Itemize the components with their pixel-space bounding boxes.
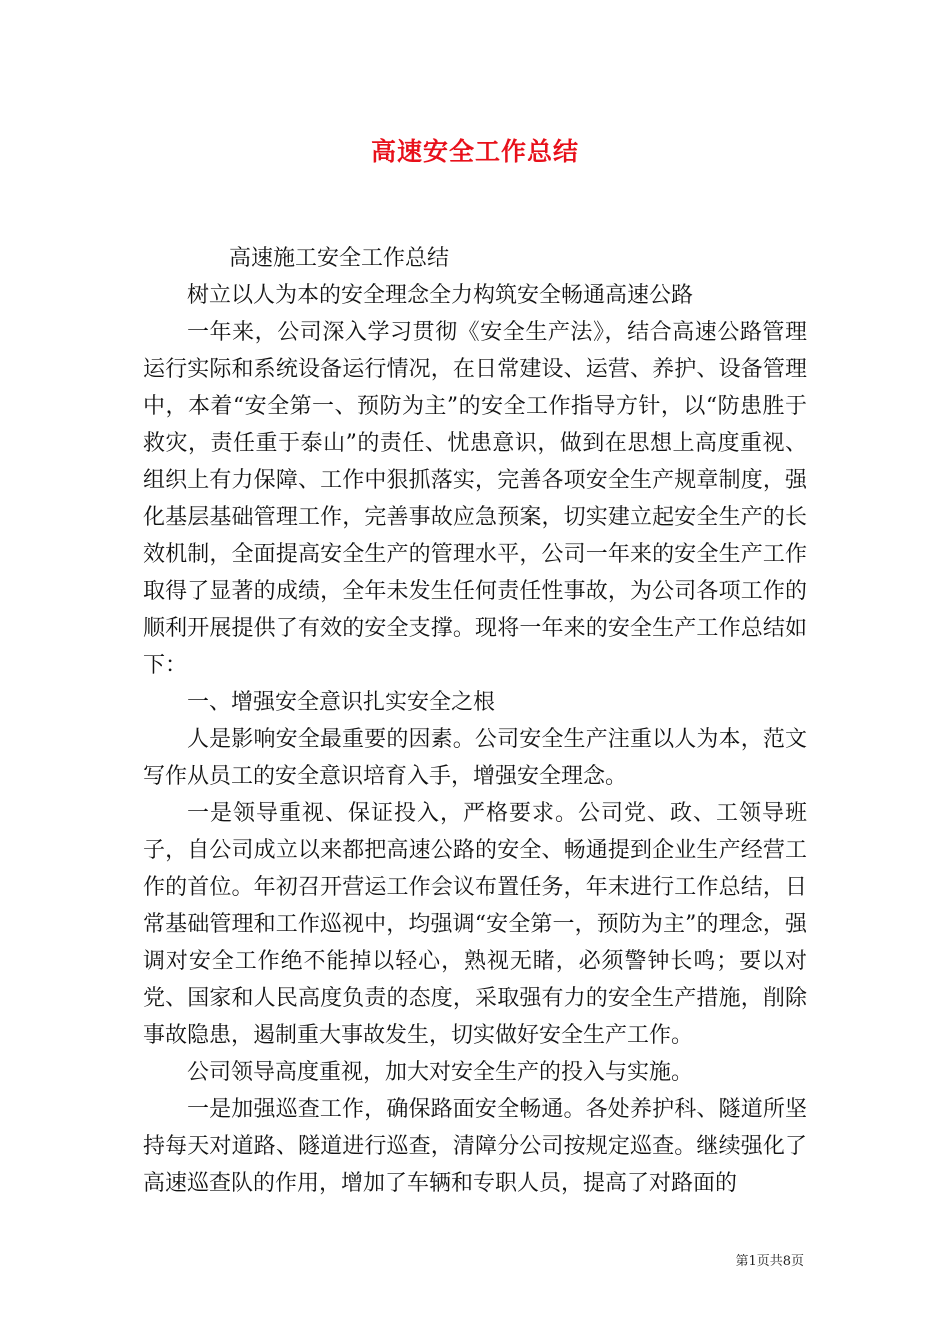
paragraph: 公司领导高度重视，加大对安全生产的投入与实施。 bbox=[187, 1060, 694, 1085]
paragraph: 一是加强巡查工作，确保路面安全畅通。各处养护科、隧道所坚持每天对道路、隧道进行巡查，清障分公司按规定巡查。继续强化了高速巡查队的作用，增加了车辆和专职人员，提高了对路面的 bbox=[143, 1097, 807, 1196]
paragraph: 一是领导重视、保证投入，严格要求。公司党、政、工领导班子，自公司成立以来都把高速公路的安全、畅通提到企业生产经营工作的首位。年初召开营运工作会议布置任务，年末进行工作总结，日常基础管理和工作巡视中，均强调“安全第一，预防为主”的理念，强调对安全工作绝不能掉以轻心，熟视无睹，必须警钟长鸣；要以对党、国家和人民高度负责的态度，采取强有力的安全生产措施，削除事故隐患，遏制重大事故发生，切实做好安全生产工作。 bbox=[143, 801, 807, 1048]
section-heading: 一、增强安全意识扎实安全之根 bbox=[187, 690, 496, 715]
document-subtitle: 高速施工安全工作总结 bbox=[229, 246, 450, 271]
paragraph: 一年来，公司深入学习贯彻《安全生产法》，结合高速公路管理运行实际和系统设备运行情况，在日常建设、运营、养护、设备管理中，本着“安全第一、预防为主”的安全工作指导方针，以“防患胜于救灾，责任重于泰山”的责任、忧患意识，做到在思想上高度重视、组织上有力保障、工作中狠抓落实，完善各项安全生产规章制度，强化基层基础管理工作，完善事故应急预案，切实建立起安全生产的长效机制，全面提高安全生产的管理水平，公司一年来的安全生产工作取得了显著的成绩，全年未发生任何责任性事故，为公司各项工作的顺利开展提供了有效的安全支撑。现将一年来的安全生产工作总结如下： bbox=[143, 320, 807, 678]
paragraph: 人是影响安全最重要的因素。公司安全生产注重以人为本，范文写作从员工的安全意识培育入手，增强安全理念。 bbox=[143, 727, 807, 789]
document-title: 高速安全工作总结 bbox=[370, 137, 579, 166]
paragraph: 树立以人为本的安全理念全力构筑安全畅通高速公路 bbox=[187, 283, 694, 308]
page-number: 第1页共8页 bbox=[735, 1254, 804, 1269]
document-body bbox=[143, 240, 807, 1202]
